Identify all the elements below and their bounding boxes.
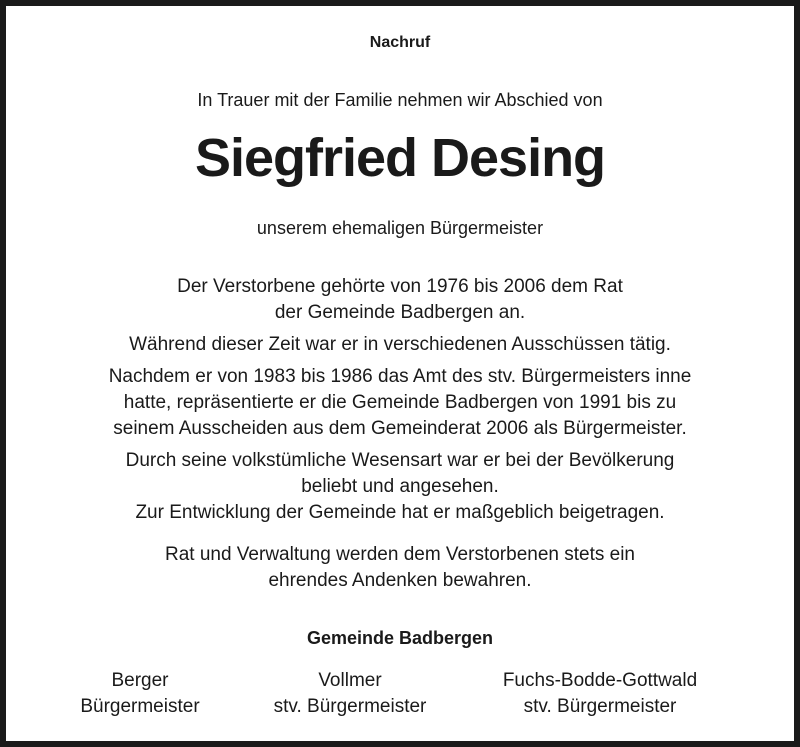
- deceased-name: Siegfried Desing: [194, 128, 606, 188]
- closing-text: [6, 542, 794, 594]
- signatory-title: stv. Bürgermeister: [273, 696, 427, 717]
- council-name: Gemeinde Badbergen: [306, 628, 494, 648]
- signatory-name: Fuchs-Bodde-Gottwald: [502, 670, 698, 691]
- closing-line: ehrendes Andenken bewahren.: [268, 570, 532, 591]
- paragraph-4: [6, 448, 794, 526]
- subtitle: unserem ehemaligen Bürgermeister: [256, 218, 544, 238]
- signatory-name: Vollmer: [318, 670, 382, 691]
- body-line: Während dieser Zeit war er in verschiedenen Ausschüssen tätig.: [129, 334, 671, 355]
- body-line: Zur Entwicklung der Gemeinde hat er maßgeblich beigetragen.: [135, 502, 665, 523]
- signatory-deputy-1: [230, 668, 470, 720]
- signatory-mayor: [20, 668, 260, 720]
- heading: Nachruf: [369, 34, 431, 51]
- signatory-title: Bürgermeister: [80, 696, 200, 717]
- body-line: Nachdem er von 1983 bis 1986 das Amt des stv. Bürgermeisters inne: [108, 366, 692, 387]
- paragraph-2: [6, 332, 794, 358]
- paragraph-3: [6, 364, 794, 442]
- paragraph-1: [6, 274, 794, 326]
- obituary-body: [6, 274, 794, 532]
- body-line: seinem Ausscheiden aus dem Gemeinderat 2006 als Bürgermeister.: [113, 418, 687, 439]
- signatory-title: stv. Bürgermeister: [523, 696, 677, 717]
- body-line: Durch seine volkstümliche Wesensart war er bei der Bevölkerung: [125, 450, 675, 471]
- body-line: der Gemeinde Badbergen an.: [274, 302, 526, 323]
- body-line: beliebt und angesehen.: [301, 476, 499, 497]
- signatory-deputy-2: [480, 668, 720, 720]
- body-line: Der Verstorbene gehörte von 1976 bis 2006 dem Rat: [177, 276, 623, 297]
- body-line: hatte, repräsentierte er die Gemeinde Badbergen von 1991 bis zu: [123, 392, 677, 413]
- signatory-name: Berger: [111, 670, 169, 691]
- closing-line: Rat und Verwaltung werden dem Verstorbenen stets ein: [164, 544, 635, 565]
- intro-text: In Trauer mit der Familie nehmen wir Abschied von: [197, 90, 603, 110]
